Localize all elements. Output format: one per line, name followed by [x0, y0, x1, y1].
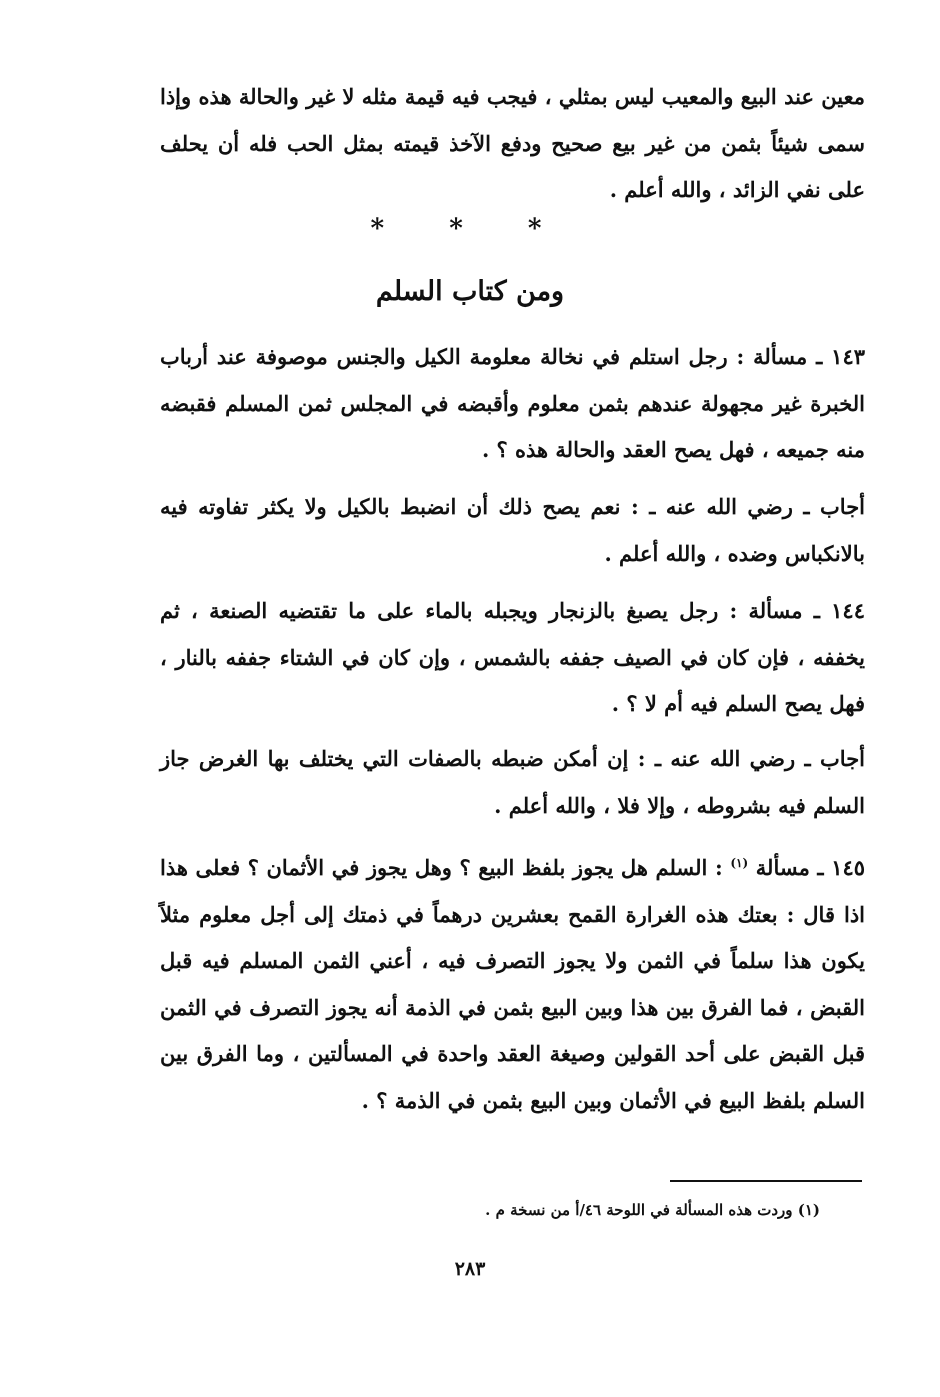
footnote-marker: (١)	[730, 856, 749, 870]
question-text: ١٤٤ ـ مسألة : رجل يصبغ بالزنجار ويجبله بالماء على ما تقتضيه الصنعة ، ثم يخففه ، فإن كان في الصيف جففه بالشمس ، وإن كان في الشتاء جففه بالنار ، فهل يصح السلم فيه أم لا ؟ .	[160, 598, 865, 716]
question-label: مسألة	[748, 598, 803, 623]
question-body: : رجل استلم في نخالة معلومة الكيل والجنس موصوفة عند أرباب الخبرة غير مجهولة عندهم بثمن معلوم وأقبضه في المجلس ثمن المسلم فقبضه منه جميعه ، فهل يصح العقد والحالة هذه ؟ .	[160, 344, 865, 462]
answer-lead: أجاب ـ رضي الله عنه ـ	[654, 746, 866, 771]
question-number: ١٤٣	[831, 344, 866, 369]
answer-text	[160, 736, 865, 829]
answer-text	[160, 484, 865, 577]
intro-text: معين عند البيع والمعيب ليس بمثلي ، فيجب فيه قيمة مثله لا غير والحالة هذه وإذا سمى شيئاً بثمن من غير بيع صحيح ودفع الآخذ قيمته بمثل الحب فله أن يحلف على نفي الزائد ، والله أعلم .	[160, 84, 865, 202]
question-body: : السلم هل يجوز بلفظ البيع ؟ وهل يجوز في الأثمان ؟ فعلى هذا اذا قال : بعتك هذه الغرارة القمح بعشرين درهماً في ذمتك إلى أجل معلوم مثلاً يكون هذا سلماً في الثمن ولا يجوز التصرف فيه ، أعني الثمن المسلم فيه قبل القبض ، فما الفرق بين هذا وبين البيع بثمن في الذمة أنه يجوز التصرف في الثمن قبل القبض على أحد القولين وصيغة العقد واحدة في المسألتين ، وما الفرق بين السلم بلفظ البيع في الأثمان وبين البيع بثمن في الذمة ؟ .	[160, 855, 865, 1113]
answer-144	[160, 736, 865, 829]
page-number: ٢٨٣	[454, 1258, 486, 1280]
question-145	[160, 840, 865, 1124]
question-text: ١٤٥ ـ مسألة $^{(١)}$ : السلم هل يجوز بلفظ البيع ؟ وهل يجوز في الأثمان ؟ فعلى هذا اذا قال : بعتك هذه الغرارة القمح بعشرين درهماً في ذمتك إلى أجل معلوم مثلاً يكون هذا سلماً في الثمن ولا يجوز التصرف فيه ، أعني الثمن المسلم فيه قبل القبض ، فما الفرق بين هذا وبين البيع بثمن في الذمة أنه يجوز التصرف في الثمن قبل القبض على أحد القولين وصيغة العقد واحدة في المسألتين ، وما الفرق بين السلم بلفظ البيع في الأثمان وبين البيع بثمن في الذمة ؟ .	[160, 855, 866, 1113]
question-label: مسألة	[753, 344, 808, 369]
question-number: ١٤٥	[831, 855, 866, 880]
intro-paragraph	[160, 74, 865, 214]
question-label: مسألة	[755, 855, 810, 880]
footnote: (١) وردت هذه المسألة في اللوحة ٤٦/أ من نسخة م .	[485, 1201, 820, 1219]
question-144	[160, 588, 865, 728]
section-separator: * * *	[370, 214, 570, 244]
question-text: ١٤٣ ـ مسألة : رجل استلم في نخالة معلومة الكيل والجنس موصوفة عند أرباب الخبرة غير مجهولة عندهم بثمن معلوم وأقبضه في المجلس ثمن المسلم فقبضه منه جميعه ، فهل يصح العقد والحالة هذه ؟ .	[160, 344, 866, 462]
answer-body: : نعم يصح ذلك أن انضبط بالكيل ولا يكثر تفاوته فيه بالانكباس وضده ، والله أعلم .	[160, 494, 865, 566]
answer-lead: أجاب ـ رضي الله عنه ـ	[649, 494, 866, 519]
answer-143	[160, 484, 865, 577]
answer-body: : إن أمكن ضبطه بالصفات التي يختلف بها الغرض جاز السلم فيه بشروطه ، وإلا فلا ، والله أعلم .	[160, 746, 865, 818]
section-title: ومن كتاب السلم	[375, 276, 565, 307]
question-143	[160, 334, 865, 474]
footnote-divider	[670, 1180, 862, 1182]
question-body: : رجل يصبغ بالزنجار ويجبله بالماء على ما تقتضيه الصنعة ، ثم يخففه ، فإن كان في الصيف جففه بالشمس ، وإن كان في الشتاء جففه بالنار ، فهل يصح السلم فيه أم لا ؟ .	[160, 598, 865, 716]
question-number: ١٤٤	[831, 598, 865, 623]
